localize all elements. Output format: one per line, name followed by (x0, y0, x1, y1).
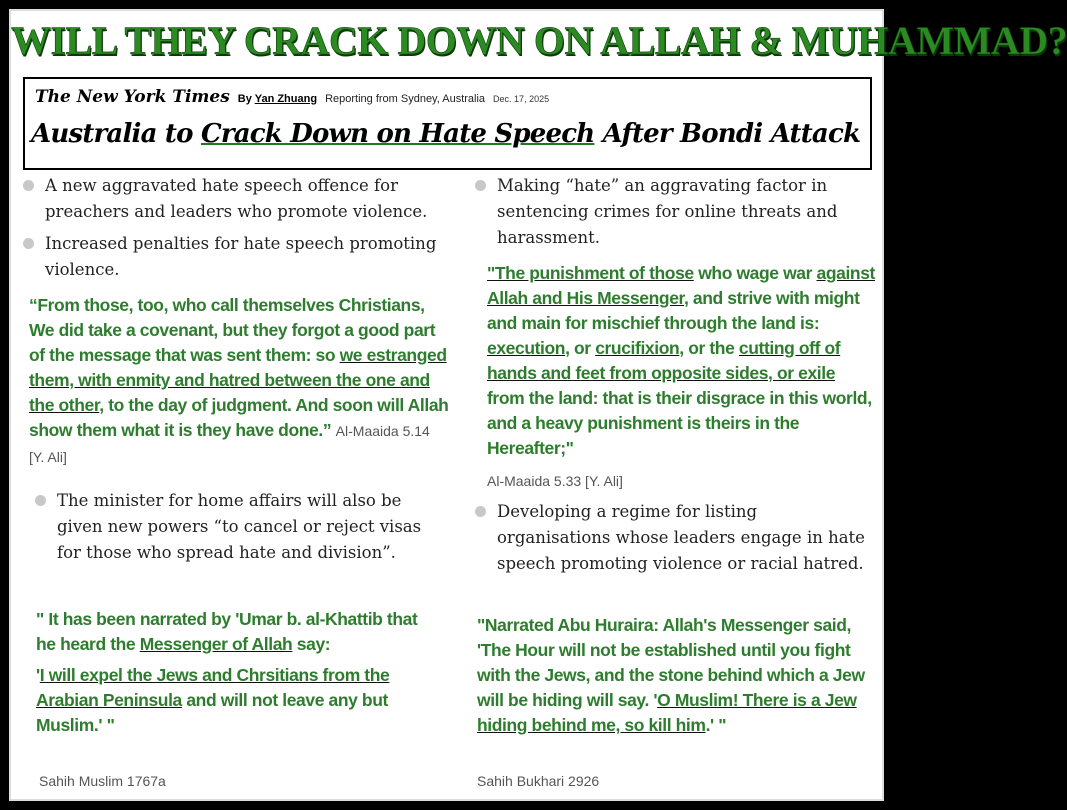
quote-text: "Narrated Abu Huraira: Allah's Messenger said, 'The Hour will not be established until you fight with the Jews, and the stone behind which a Jew will be hiding will say. ' (477, 615, 865, 710)
bullet-dot-icon (23, 238, 34, 249)
quote-text: , or the (679, 338, 739, 358)
quote-underlined: execution (487, 338, 566, 358)
quote-underlined: O Muslim! There is a Jew hiding behind me, so kill him (477, 690, 857, 735)
quote-underlined: "The punishment of those (487, 263, 694, 283)
quote-citation: Al-Maaida 5.14 [Y. Ali] (29, 423, 430, 465)
headline-post: After Bondi Attack (594, 119, 861, 149)
quote-text: who wage war (693, 263, 817, 283)
left-bullet-2 (21, 231, 461, 283)
location: Reporting from Sydney, Australia (325, 93, 486, 105)
left-source-2: Sahih Muslim 1767a (39, 773, 166, 789)
quote-text: , and strive with might and main for mischief through the land is: (487, 288, 860, 333)
right-source-1: Al-Maaida 5.33 [Y. Ali] (487, 473, 623, 489)
right-source-2: Sahih Bukhari 2926 (477, 773, 600, 789)
quote-underlined: cutting off of hands and feet from opposite sides, or exile (487, 338, 841, 383)
right-bullet-2 (473, 499, 873, 577)
bullet-dot-icon (35, 495, 46, 506)
left-bullet-3 (33, 488, 433, 566)
bullet-dot-icon (475, 506, 486, 517)
bullet-text: Increased penalties for hate speech promoting violence. (45, 234, 437, 279)
quote-underlined: crucifixion (595, 338, 680, 358)
quote-text: ' (36, 665, 40, 685)
quote-underlined: against Allah and His Messenger (487, 263, 875, 308)
banner-title: WILL THEY CRACK DOWN ON ALLAH & MUHAMMAD? (11, 18, 1067, 63)
date: Dec. 17, 2025 (493, 94, 550, 104)
by-label: By (237, 93, 252, 105)
quote-text: .' " (705, 715, 727, 735)
headline (31, 119, 860, 149)
right-quote-2 (477, 613, 877, 738)
nyt-logo: The New York Times (35, 87, 230, 107)
bullet-text: Making “hate” an aggravating factor in sentencing crimes for online threats and harassment. (497, 176, 838, 247)
quote-underlined: Messenger of Allah (139, 634, 293, 654)
left-bullet-1 (21, 173, 461, 225)
meme-frame (9, 9, 1067, 801)
bullet-dot-icon (23, 180, 34, 191)
quote-text: , to the day of judgment. And soon will Allah show them what it is they have done.” (29, 395, 449, 440)
quote-text: say: (292, 634, 331, 654)
article-header-box (23, 77, 872, 170)
left-quote-2 (36, 607, 436, 738)
quote-text: “From those, too, who call themselves Christians, We did take a covenant, but they forgot a good part of the message that was sent them: so (29, 295, 436, 365)
author-link[interactable]: Yan Zhuang (254, 93, 318, 105)
bullet-text: Developing a regime for listing organisations whose leaders engage in hate speech promoting violence or racial hatred. (497, 502, 865, 573)
quote-underlined: we estranged them, with enmity and hatred between the one and the other (29, 345, 447, 415)
headline-pre: Australia to (31, 119, 201, 149)
bullet-text: The minister for home affairs will also be given new powers “to cancel or reject visas for those who spread hate and division”. (57, 491, 422, 562)
quote-underlined: I will expel the Jews and Chrsitians from the Arabian Peninsula (36, 665, 390, 710)
quote-text: " It has been narrated by 'Umar b. al-Khattib that he heard the (36, 609, 418, 654)
bullet-text: A new aggravated hate speech offence for preachers and leaders who promote violence. (45, 176, 428, 221)
headline-highlight: Crack Down on Hate Speech (200, 119, 595, 149)
quote-text: from the land: that is their disgrace in this world, and a heavy punishment is theirs in the Hereafter;" (487, 388, 872, 458)
right-quote-1 (487, 261, 875, 461)
left-quote-1 (29, 293, 449, 470)
quote-text: and will not leave any but Muslim.' " (36, 690, 388, 735)
bullet-dot-icon (475, 180, 486, 191)
byline-by (238, 93, 317, 105)
right-bullet-1 (473, 173, 873, 251)
quote-text: , or (565, 338, 596, 358)
byline (35, 87, 549, 111)
